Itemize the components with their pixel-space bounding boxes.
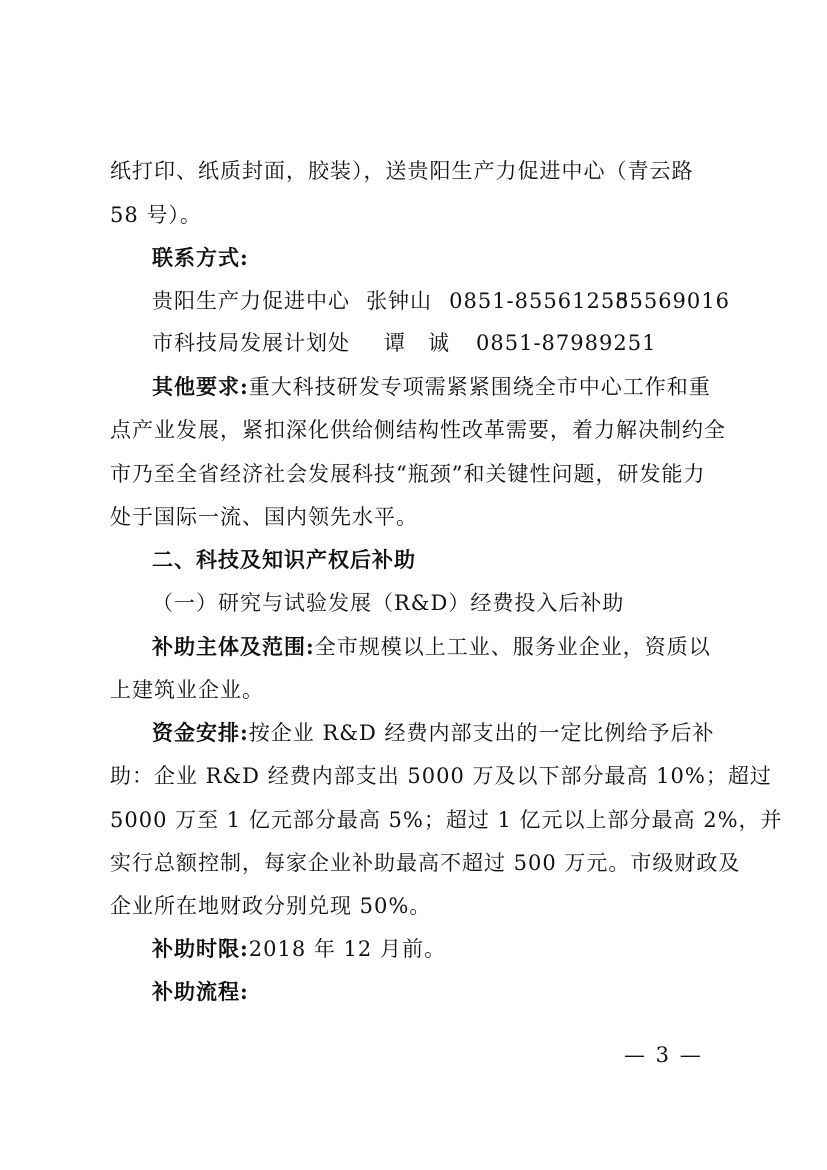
paragraph-line: 企业所在地财政分别兑现 50%。: [110, 894, 432, 918]
paragraph-line: [152, 372, 730, 402]
contact-heading: 联系方式:: [152, 245, 249, 270]
deadline-label: 补助时限:: [152, 936, 249, 961]
contact-person: 谭 诚: [384, 331, 450, 355]
contact-phone: 0851-87989251: [476, 331, 657, 355]
paragraph-line: [152, 632, 730, 662]
section-heading: 二、科技及知识产权后补助: [152, 547, 416, 572]
paragraph-line: [152, 934, 730, 964]
contact-row: [152, 328, 730, 358]
paragraph-line: 纸打印、纸质封面，胶装），送贵阳生产力促进中心（青云路: [110, 159, 694, 183]
deadline-text: 2018 年 12 月前。: [248, 937, 446, 961]
contact-person: 张钟山: [366, 289, 433, 313]
paragraph-line: 实行总额控制，每家企业补助最高不超过 500 万元。市级财政及: [110, 851, 741, 875]
paragraph-line: 处于国际一流、国内领先水平。: [110, 505, 418, 529]
process-label: 补助流程:: [152, 979, 249, 1004]
contact-org: 市科技局发展计划处: [152, 331, 350, 355]
other-requirements-label: 其他要求:: [152, 374, 249, 399]
section-subheading: （一）研究与试验发展（R&D）经费投入后补助: [152, 591, 625, 615]
contact-row: [152, 286, 730, 316]
paragraph-line: 上建筑业企业。: [110, 678, 264, 702]
paragraph-line: 助：企业 R&D 经费内部支出 5000 万及以下部分最高 10%；超过: [110, 764, 772, 788]
contact-phone: 0851-85561255: [449, 289, 630, 313]
subsidy-scope-label: 补助主体及范围:: [152, 634, 315, 659]
page-number: — 3 —: [624, 1043, 703, 1067]
paragraph-line: 市乃至全省经济社会发展科技“瓶颈”和关键性问题，研发能力: [110, 462, 706, 486]
paragraph-line: 58 号）。: [110, 203, 202, 227]
paragraph-line: [152, 718, 730, 748]
other-requirements-text: 重大科技研发专项需紧紧围绕全市中心工作和重: [248, 375, 711, 399]
paragraph-line: 点产业发展，紧扣深化供给侧结构性改革需要，着力解决制约全: [110, 418, 726, 442]
contact-phone: 85569016: [615, 289, 730, 313]
contact-org: 贵阳生产力促进中心: [152, 289, 350, 313]
subsidy-scope-text: 全市规模以上工业、服务业企业，资质以: [314, 635, 711, 659]
paragraph-line: 5000 万至 1 亿元部分最高 5%；超过 1 亿元以上部分最高 2%，并: [110, 808, 783, 832]
funding-label: 资金安排:: [152, 720, 249, 745]
funding-text: 按企业 R&D 经费内部支出的一定比例给予后补: [248, 721, 715, 745]
